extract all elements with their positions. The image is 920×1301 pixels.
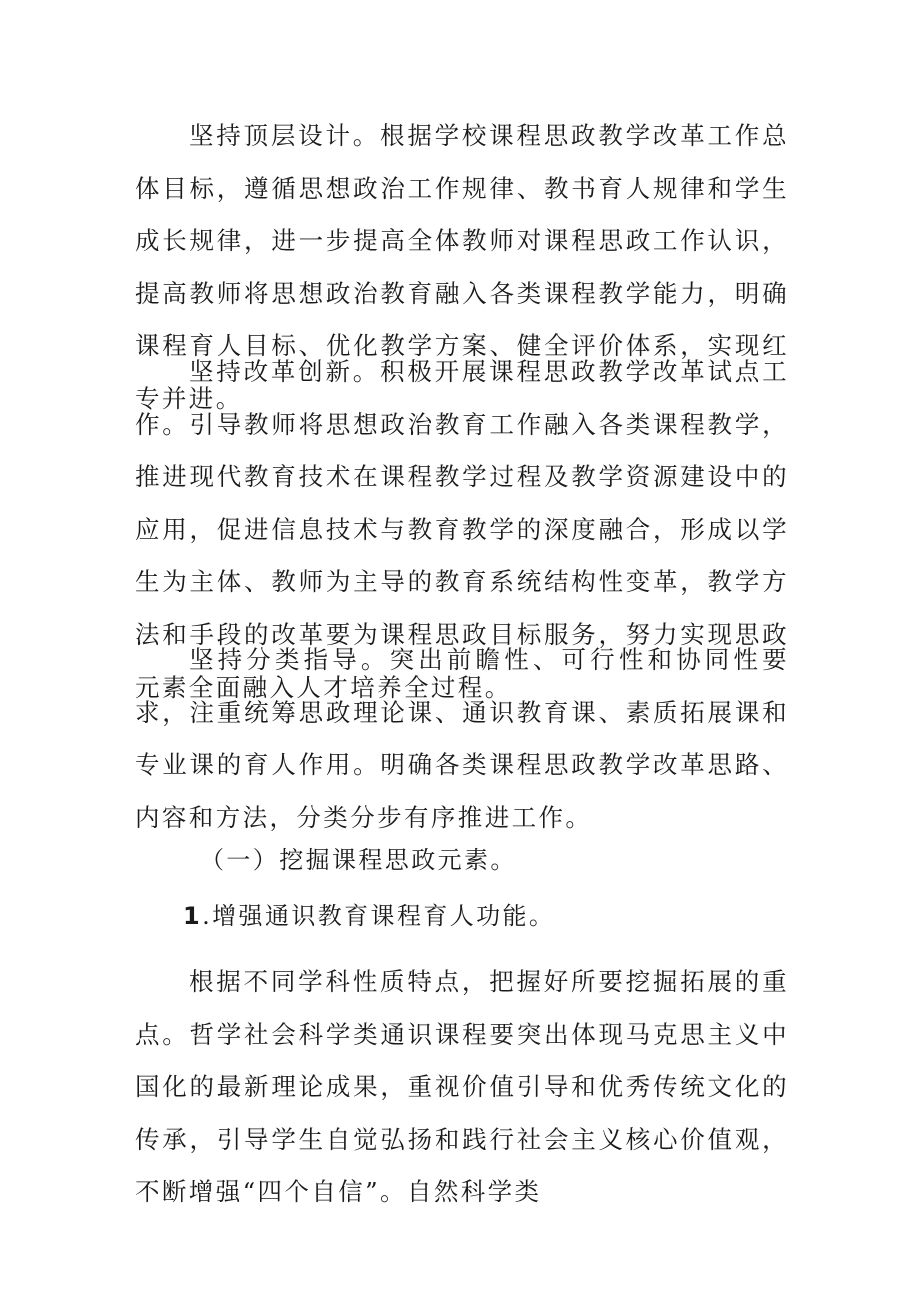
- item-heading-text: .增强通识教育课程育人功能。: [202, 902, 556, 930]
- paragraph-discipline-characteristics: 根据不同学科性质特点，把握好所要挖掘拓展的重点。哲学社会科学类通识课程要突出体现马克思主义中国化的最新理论成果，重视价值引导和优秀传统文化的传承，引导学生自觉弘扬和践行社会主义核心价值观，不断增强“四个自信”。自然科学类: [135, 967, 789, 1207]
- item-heading: [183, 891, 555, 941]
- paragraph-classified-guidance: 坚持分类指导。突出前瞻性、可行性和协同性要求，注重统筹思政理论课、通识教育课、素质拓展课和专业课的育人作用。明确各类课程思政教学改革思路、内容和方法，分类分步有序推进工作。: [135, 645, 789, 832]
- section-heading: （一）挖掘课程思政元素。: [200, 846, 517, 874]
- paragraph-top-level-design: 坚持顶层设计。根据学校课程思政教学改革工作总体目标，遵循思想政治工作规律、教书育人规律和学生成长规律，进一步提高全体教师对课程思政工作认识，提高教师将思想政治教育融入各类课程教学能力，明确课程育人目标、优化教学方案、健全评价体系，实现红专并进。: [135, 121, 789, 413]
- item-number: 1: [183, 902, 203, 930]
- paragraph-reform-innovation: 坚持改革创新。积极开展课程思政教学改革试点工作。引导教师将思想政治教育工作融入各类课程教学，推进现代教育技术在课程教学过程及教学资源建设中的应用，促进信息技术与教育教学的深度融合，形成以学生为主体、教师为主导的教育系统结构性变革，教学方法和手段的改革要为课程思政目标服务，努力实现思政元素全面融入人才培养全过程。: [135, 357, 789, 702]
